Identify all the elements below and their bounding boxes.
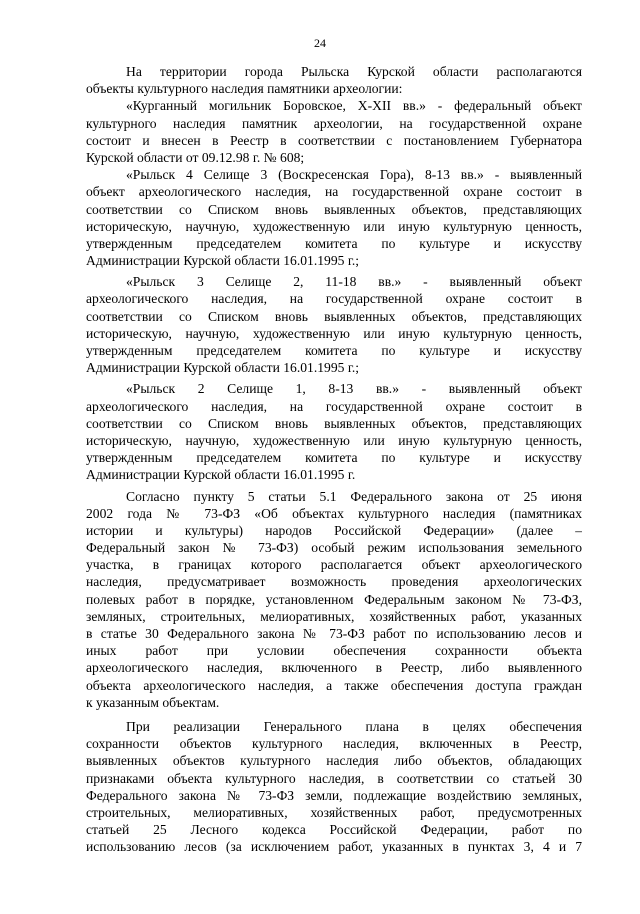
text-line: историческую, научную, художественную или иную культурную ценность, bbox=[86, 432, 582, 448]
paragraph-object-rylsk-4 bbox=[86, 166, 582, 269]
text-line: археологического наследия, на государственной охране состоит в bbox=[86, 291, 582, 307]
text-line: На территории города Рыльска Курской области располагаются bbox=[126, 64, 582, 79]
text-line: утвержденным председателем комитета по культуре и искусству bbox=[86, 343, 582, 358]
text-line: иных работ при условии обеспечения сохранности объекта bbox=[86, 643, 582, 659]
paragraph-general-plan bbox=[86, 718, 582, 856]
text-line: объекты культурного наследия памятники археологии: bbox=[86, 81, 403, 97]
text-line: 2002 года № 73-ФЗ «Об объектах культурного наследия (памятниках bbox=[86, 505, 582, 521]
text-line: При реализации Генерального плана в целях обеспечения bbox=[126, 718, 582, 734]
text-line: Согласно пункту 5 статьи 5.1 Федерального закона от 25 июня bbox=[126, 488, 582, 504]
text-line: историческую, научную, художественную или иную культурную ценность, bbox=[86, 325, 582, 341]
text-line: сохранности объектов культурного наследия, включенных в Реестр, bbox=[86, 736, 582, 752]
page-number: 24 bbox=[314, 36, 326, 50]
text-line: объекта археологического наследия, а также обеспечения доступа граждан bbox=[86, 677, 582, 693]
text-line: культурного наследия памятник археологии, на государственной охране bbox=[86, 115, 582, 131]
text-line: «Рыльск 3 Селище 2, 11-18 вв.» - выявленный объект bbox=[126, 274, 582, 290]
text-line: соответствии со Списком вновь выявленных объектов, представляющих bbox=[86, 201, 582, 217]
text-line: Курской области от 09.12.98 г. № 608; bbox=[86, 149, 305, 165]
text-line: историческую, научную, художественную или иную культурную ценность, bbox=[86, 218, 582, 234]
text-line: полевых работ в порядке, установленном Федеральным законом № 73-ФЗ, bbox=[86, 591, 582, 607]
text-line: «Курганный могильник Боровское, X-XII вв.» - федеральный объект bbox=[126, 98, 582, 114]
text-line: Администрации Курской области 16.01.1995 г. bbox=[86, 467, 356, 483]
text-line: археологического наследия, включенного в Реестр, либо выявленного bbox=[86, 660, 582, 676]
text-line: в статье 30 Федерального закона № 73-ФЗ работ по использованию лесов и bbox=[86, 626, 582, 641]
document-body bbox=[86, 63, 582, 855]
text-line: наследия, предусматривает возможность проведения археологических bbox=[86, 574, 582, 590]
paragraph-intro bbox=[86, 63, 582, 97]
text-line: выявленных объектов культурного наследия либо объектов, обладающих bbox=[86, 753, 582, 769]
paragraph-federal-law bbox=[86, 488, 582, 711]
text-line: археологического наследия, на государственной охране состоит в bbox=[86, 398, 582, 414]
text-line: «Рыльск 2 Селище 1, 8-13 вв.» - выявленный объект bbox=[126, 381, 582, 397]
text-line: статьей 25 Лесного кодекса Российской Федерации, работ по bbox=[86, 822, 582, 838]
text-line: Федерального закона № 73-ФЗ земли, подлежащие воздействию земляных, bbox=[86, 787, 582, 803]
text-line: утвержденным председателем комитета по культуре и искусству bbox=[86, 235, 582, 251]
paragraph-object-rylsk-3 bbox=[86, 273, 582, 376]
text-line: строительных, мелиоративных, хозяйственных работ, предусмотренных bbox=[86, 804, 582, 820]
text-line: использованию лесов (за исключением работ, указанных в пунктах 3, 4 и 7 bbox=[86, 839, 582, 855]
text-line: объект археологического наследия, на государственной охране состоит в bbox=[86, 184, 582, 200]
text-line: участка, в границах которого располагается объект археологического bbox=[86, 557, 582, 573]
text-line: Администрации Курской области 16.01.1995 г.; bbox=[86, 253, 360, 269]
paragraph-object-rylsk-2 bbox=[86, 380, 582, 483]
text-line: Администрации Курской области 16.01.1995 г.; bbox=[86, 360, 360, 376]
text-line: признаками объекта культурного наследия, в соответствии со статьей 30 bbox=[86, 770, 582, 786]
text-line: соответствии со Списком вновь выявленных объектов, представляющих bbox=[86, 415, 582, 431]
paragraph-object-borovskoe bbox=[86, 97, 582, 166]
text-line: утвержденным председателем комитета по культуре и искусству bbox=[86, 450, 582, 466]
text-line: «Рыльск 4 Селище 3 (Воскресенская Гора), 8-13 вв.» - выявленный bbox=[126, 167, 582, 183]
text-line: к указанным объектам. bbox=[86, 694, 220, 710]
text-line: состоит и внесен в Реестр в соответствии с постановлением Губернатора bbox=[86, 132, 582, 148]
text-line: Федеральный закон № 73-ФЗ) особый режим использования земельного bbox=[86, 540, 582, 556]
text-line: истории и культуры) народов Российской Федерации» (далее – bbox=[86, 522, 582, 538]
text-line: соответствии со Списком вновь выявленных объектов, представляющих bbox=[86, 308, 582, 324]
text-line: земляных, строительных, мелиоративных, хозяйственных работ, указанных bbox=[86, 608, 582, 624]
